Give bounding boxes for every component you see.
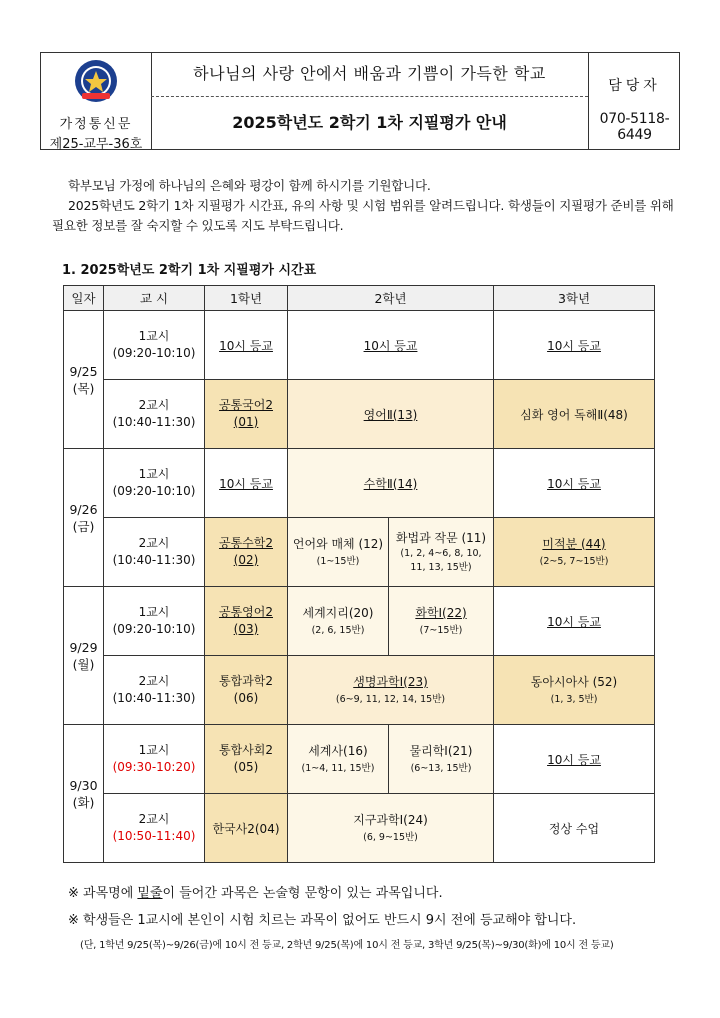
grade3-cell: 10시 등교 [494,587,655,656]
header-grade2: 2학년 [288,286,494,311]
grade1-cell: 공통국어2 (01) [205,380,288,449]
intro-text [52,176,680,236]
date-cell: 9/26 (금) [64,449,104,587]
grade3-cell: 심화 영어 독해Ⅱ(48) [494,380,655,449]
grade2-cell-b: 화학Ⅰ(22) (7~15반) [389,587,494,656]
header-period: 교 시 [104,286,205,311]
table-row [64,518,655,587]
grade2-cell-a: 세계사(16) (1~4, 11, 15반) [288,725,389,794]
table-row [64,449,655,518]
grade2-cell: 생명과학Ⅰ(23) (6~9, 11, 12, 14, 15반) [288,656,494,725]
date-cell: 9/30 (화) [64,725,104,863]
period-cell: 2교시 (10:40-11:30) [104,518,205,587]
title-cell [151,53,588,149]
table-row [64,794,655,863]
section-title: 1. 2025학년도 2학기 1차 지필평가 시간표 [62,263,317,278]
period-cell: 1교시 (09:30-10:20) [104,725,205,794]
table-row [64,587,655,656]
table-header-row [64,286,655,311]
grade3-cell: 정상 수업 [494,794,655,863]
grade2-cell-a: 세계지리(20) (2, 6, 15반) [288,587,389,656]
school-motto: 하나님의 사랑 안에서 배움과 기쁨이 가득한 학교 [151,53,588,97]
grade2-cell-b: 화법과 작문 (11) (1, 2, 4~6, 8, 10, 11, 13, 15반) [389,518,494,587]
intro-paragraph-2: 2025학년도 2학기 1차 지필평가 시간표, 유의 사항 및 시험 범위를 알려드립니다. 학생들이 지필평가 준비를 위해 필요한 정보를 잘 숙지할 수 있도록 지도 부탁드립니다. [52,198,674,233]
period-cell: 2교시 (10:40-11:30) [104,380,205,449]
document-title: 2025학년도 2학기 1차 지필평가 안내 [232,113,507,132]
grade1-cell: 10시 등교 [205,449,288,518]
grade1-cell: 통합사회2 (05) [205,725,288,794]
period-cell: 2교시 (10:50-11:40) [104,794,205,863]
period-cell: 2교시 (10:40-11:30) [104,656,205,725]
header-grade3: 3학년 [494,286,655,311]
header-date: 일자 [64,286,104,311]
grade2-cell-b: 물리학Ⅰ(21) (6~13, 15반) [389,725,494,794]
grade3-cell: 동아시아사 (52) (1, 3, 5반) [494,656,655,725]
grade2-cell-a: 언어와 매체 (12) (1~15반) [288,518,389,587]
grade1-cell: 공통영어2 (03) [205,587,288,656]
grade3-cell: 10시 등교 [494,449,655,518]
contact-phone: 070-5118-6449 [599,111,670,143]
grade1-cell: 10시 등교 [205,311,288,380]
document-header [40,52,680,150]
grade1-cell: 한국사2(04) [205,794,288,863]
table-row [64,380,655,449]
intro-paragraph-1: 학부모님 가정에 하나님의 은혜와 평강이 함께 하시기를 기원합니다. [68,178,431,193]
grade1-cell: 통합과학2 (06) [205,656,288,725]
doc-type-label: 가정통신문 [59,117,133,132]
exam-timetable [63,285,655,863]
period-cell: 1교시 (09:20-10:10) [104,311,205,380]
doc-info-cell [41,53,152,152]
table-row [64,311,655,380]
grade2-cell: 지구과학Ⅰ(24) (6, 9~15반) [288,794,494,863]
note-essay-subjects: ※ 과목명에 밑줄이 들어간 과목은 논술형 문항이 있는 과목입니다. [68,886,443,901]
date-cell: 9/25 (목) [64,311,104,449]
grade3-cell: 10시 등교 [494,311,655,380]
note-exceptions: (단, 1학년 9/25(목)~9/26(금)에 10시 전 등교, 2학년 9/25(목)에 10시 전 등교, 3학년 9/25(목)~9/30(화)에 10시 전 등교) [80,940,614,951]
school-emblem-icon [74,59,118,103]
grade2-cell: 수학Ⅱ(14) [288,449,494,518]
grade3-cell: 미적분 (44) (2~5, 7~15반) [494,518,655,587]
grade3-cell: 10시 등교 [494,725,655,794]
grade2-cell: 영어Ⅱ(13) [288,380,494,449]
period-cell: 1교시 (09:20-10:10) [104,587,205,656]
table-row [64,725,655,794]
table-row [64,656,655,725]
header-grade1: 1학년 [205,286,288,311]
note-arrival-rule: ※ 학생들은 1교시에 본인이 시험 치르는 과목이 없어도 반드시 9시 전에 등교해야 합니다. [68,913,577,928]
date-cell: 9/29 (월) [64,587,104,725]
staff-cell [588,53,680,149]
period-cell: 1교시 (09:20-10:10) [104,449,205,518]
doc-number: 제25-교무-36호 [49,137,143,152]
grade2-cell: 10시 등교 [288,311,494,380]
staff-label: 담당자 [608,78,661,94]
grade1-cell: 공통수학2 (02) [205,518,288,587]
